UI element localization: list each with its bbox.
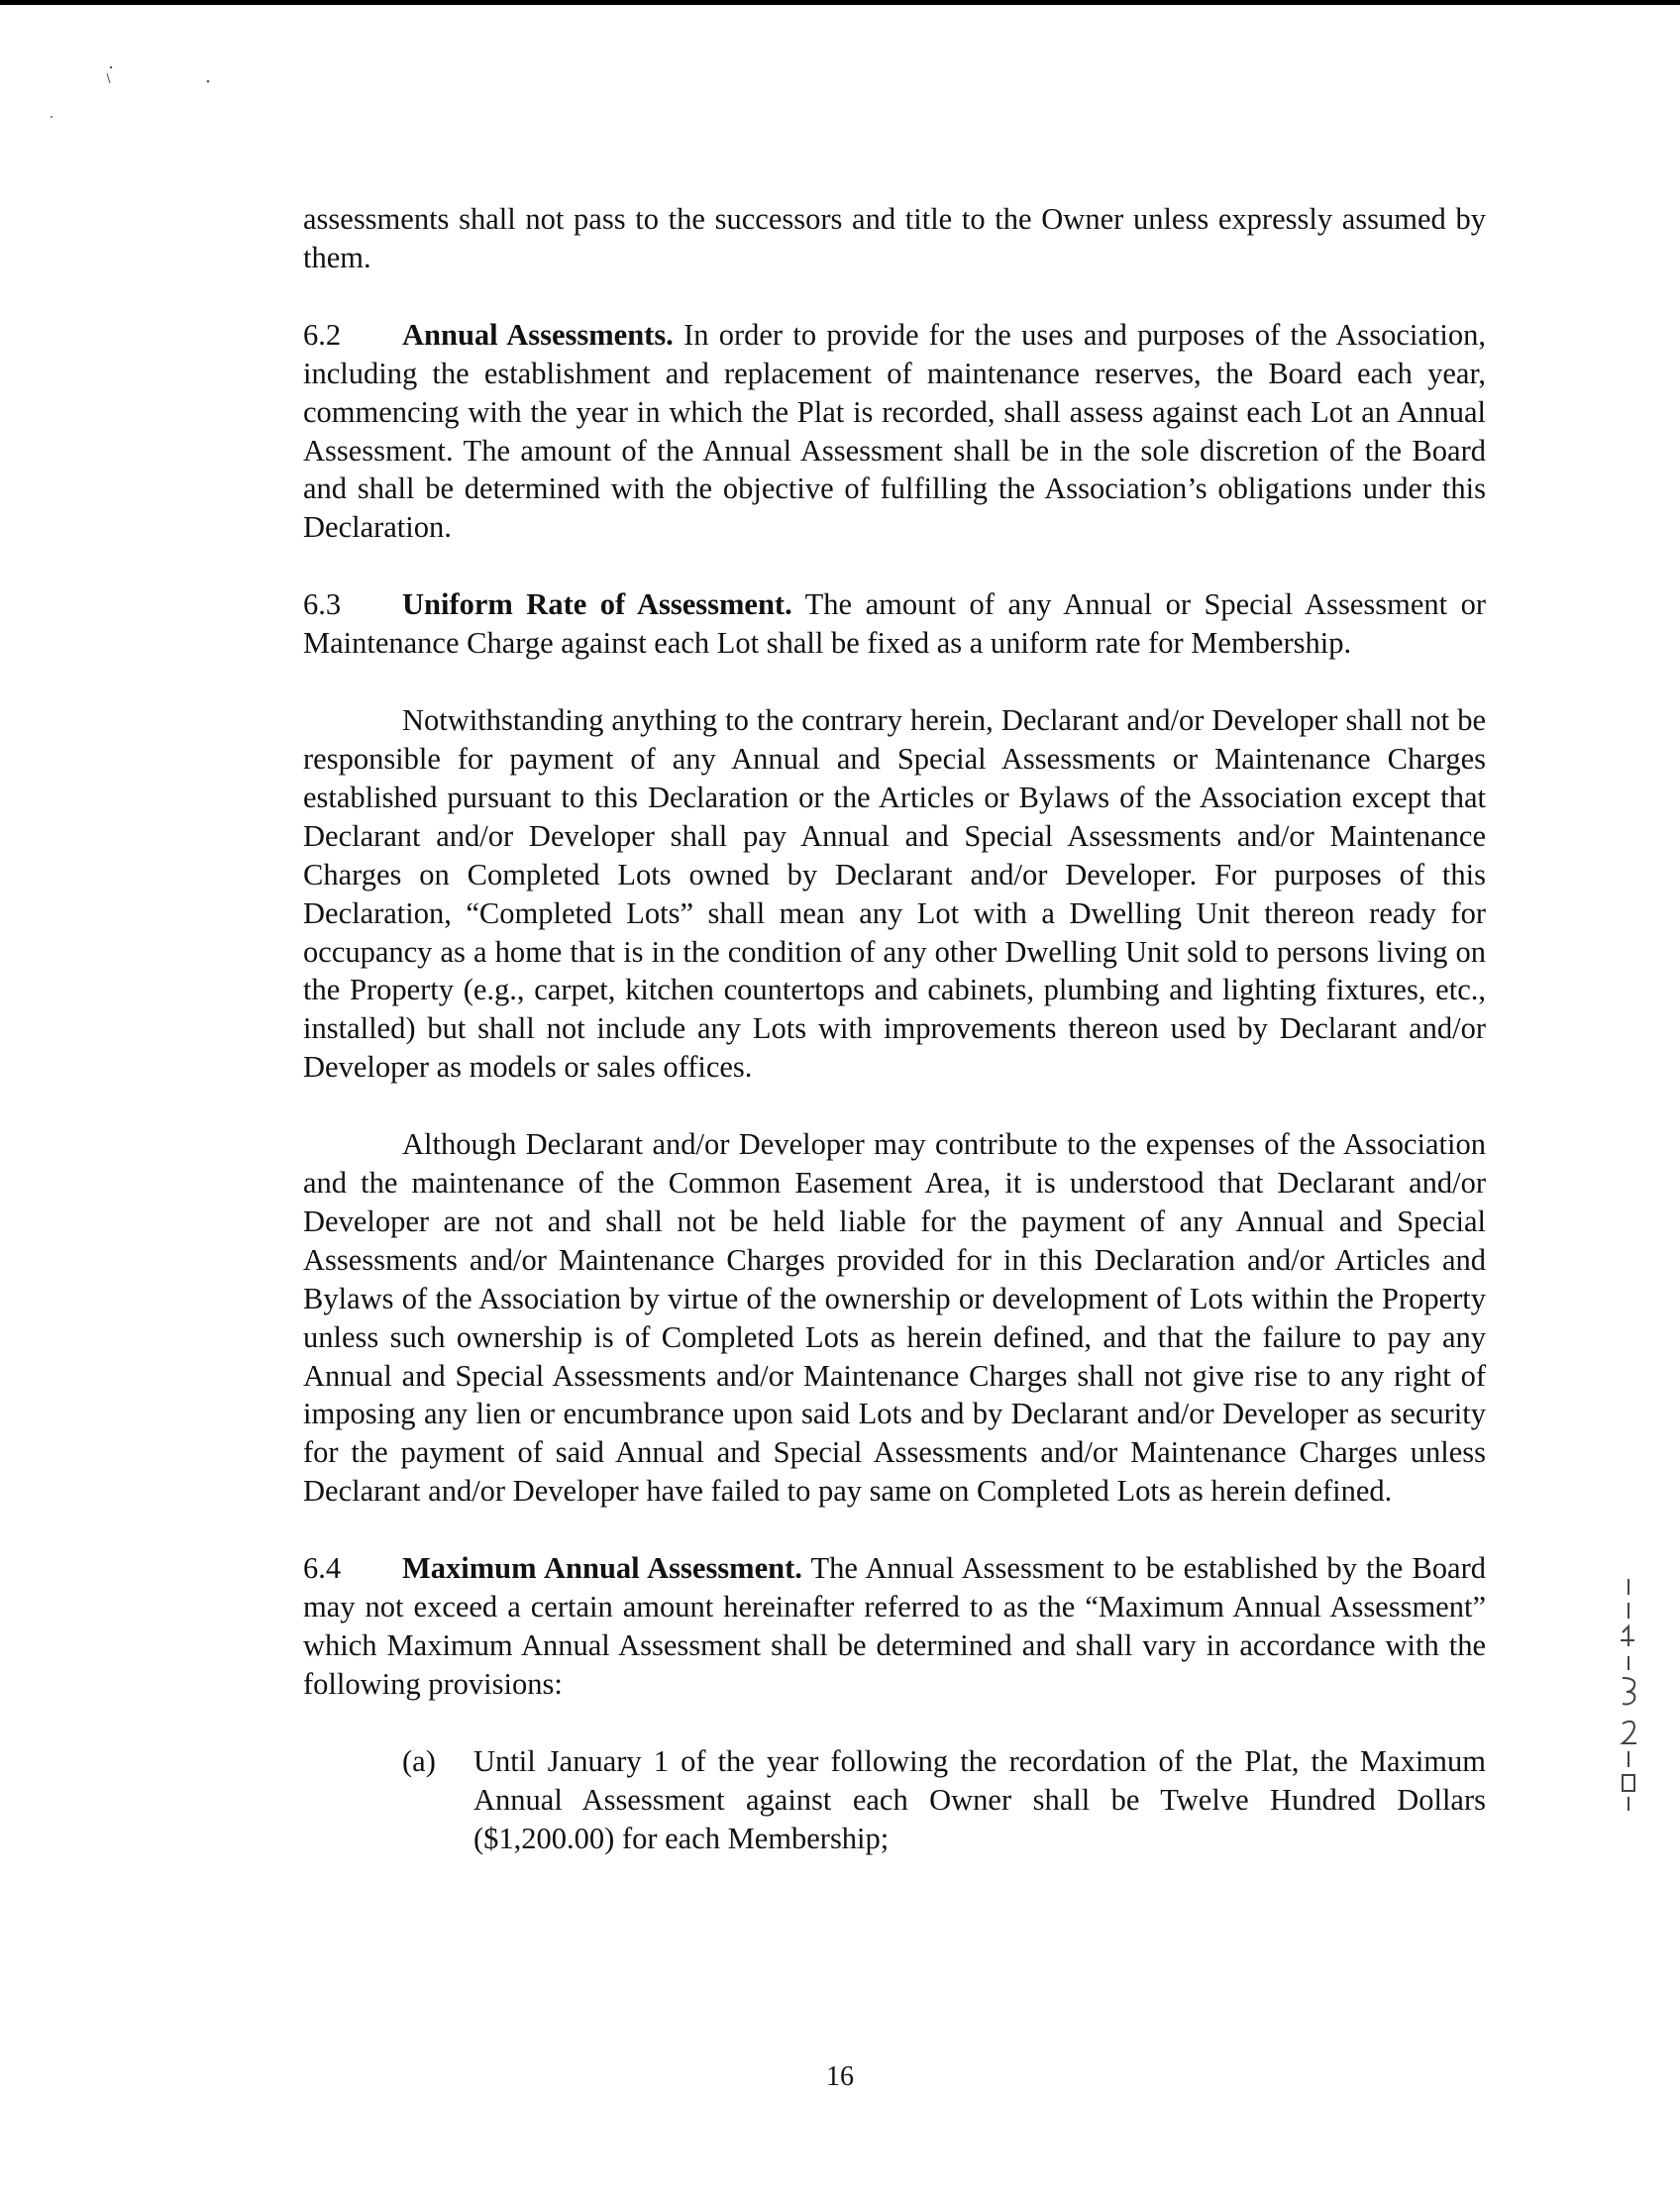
list-item-text: Until January 1 of the year following the recordation of the Plat, the Maximum Annual Assessment against each Owner shall be Twelve Hundred Dollars ($1,200.00) for each Membership; <box>473 1743 1486 1855</box>
section-title: Maximum Annual Assessment. <box>402 1551 802 1586</box>
section-title: Annual Assessments. <box>402 317 674 352</box>
section-title: Uniform Rate of Assessment. <box>402 587 792 622</box>
scan-top-border <box>0 0 1680 5</box>
section-6-2 <box>303 316 1486 547</box>
section-text: In order to provide for the uses and purposes of the Association, including the establishment and replacement of maintenance reserves, the Board each year, commencing with the year in which the Plat is recorded, shall assess against each Lot an Annual Assessment. The amount of the Annual Assessment shall be in the sole discretion of the Board and shall be determined with the objective of fulfilling the Association’s obligations under this Declaration. <box>303 317 1486 545</box>
document-body <box>303 200 1486 1858</box>
scan-speckle-marks <box>40 59 238 139</box>
section-number: 6.3 <box>303 587 342 622</box>
continuation-paragraph: assessments shall not pass to the successors and title to the Owner unless expressly assumed by them. <box>303 202 1486 274</box>
section-number: 6.4 <box>303 1551 342 1586</box>
paragraph-although: Although Declarant and/or Developer may contribute to the expenses of the Association and the maintenance of the Common Easement Area, it is understood that Declarant and/or Developer are not and shall not be held liable for the payment of any Annual and Special Assessments and/or Maintenance Charges provided for in this Declaration and/or Articles and Bylaws of the Association by virtue of the ownership or development of Lots within the Property unless such ownership is of Completed Lots as herein defined, and that the failure to pay any Annual and Special Assessments and/or Maintenance Charges shall not give rise to any right of imposing any lien or encumbrance upon said Lots and by Declarant and/or Developer as security for the payment of said Annual and Special Assessments and/or Maintenance Charges unless Declarant and/or Developer have failed to pay same on Completed Lots as herein defined. <box>303 1127 1486 1509</box>
recording-stamp <box>1615 1575 1650 1813</box>
paragraph-notwithstanding: Notwithstanding anything to the contrary herein, Declarant and/or Developer shall not be responsible for payment of any Annual and Special Assessments or Maintenance Charges established pursuant to this Declaration or the Articles or Bylaws of the Association except that Declarant and/or Developer shall pay Annual and Special Assessments and/or Maintenance Charges on Completed Lots owned by Declarant and/or Developer. For purposes of this Declaration, “Completed Lots” shall mean any Lot with a Dwelling Unit thereon ready for occupancy as a home that is in the condition of any other Dwelling Unit sold to persons living on the Property (e.g., carpet, kitchen countertops and cabinets, plumbing and lighting fixtures, etc., installed) but shall not include any Lots with improvements thereon used by Declarant and/or Developer as models or sales offices. <box>303 703 1486 1085</box>
list-marker: (a) <box>402 1743 436 1778</box>
section-text: The amount of any Annual or Special Assessment or Maintenance Charge against each Lot shall be fixed as a uniform rate for Membership. <box>303 587 1486 661</box>
section-text: The Annual Assessment to be established by the Board may not exceed a certain amount hereinafter referred to as the “Maximum Annual Assessment” which Maximum Annual Assessment shall be determined and shall vary in accordance with the following provisions: <box>303 1551 1486 1701</box>
section-6-4 <box>303 1549 1486 1704</box>
section-6-3 <box>303 585 1486 663</box>
section-number: 6.2 <box>303 317 342 352</box>
list-item-a <box>402 1742 1486 1858</box>
page-number: 16 <box>826 2061 854 2092</box>
